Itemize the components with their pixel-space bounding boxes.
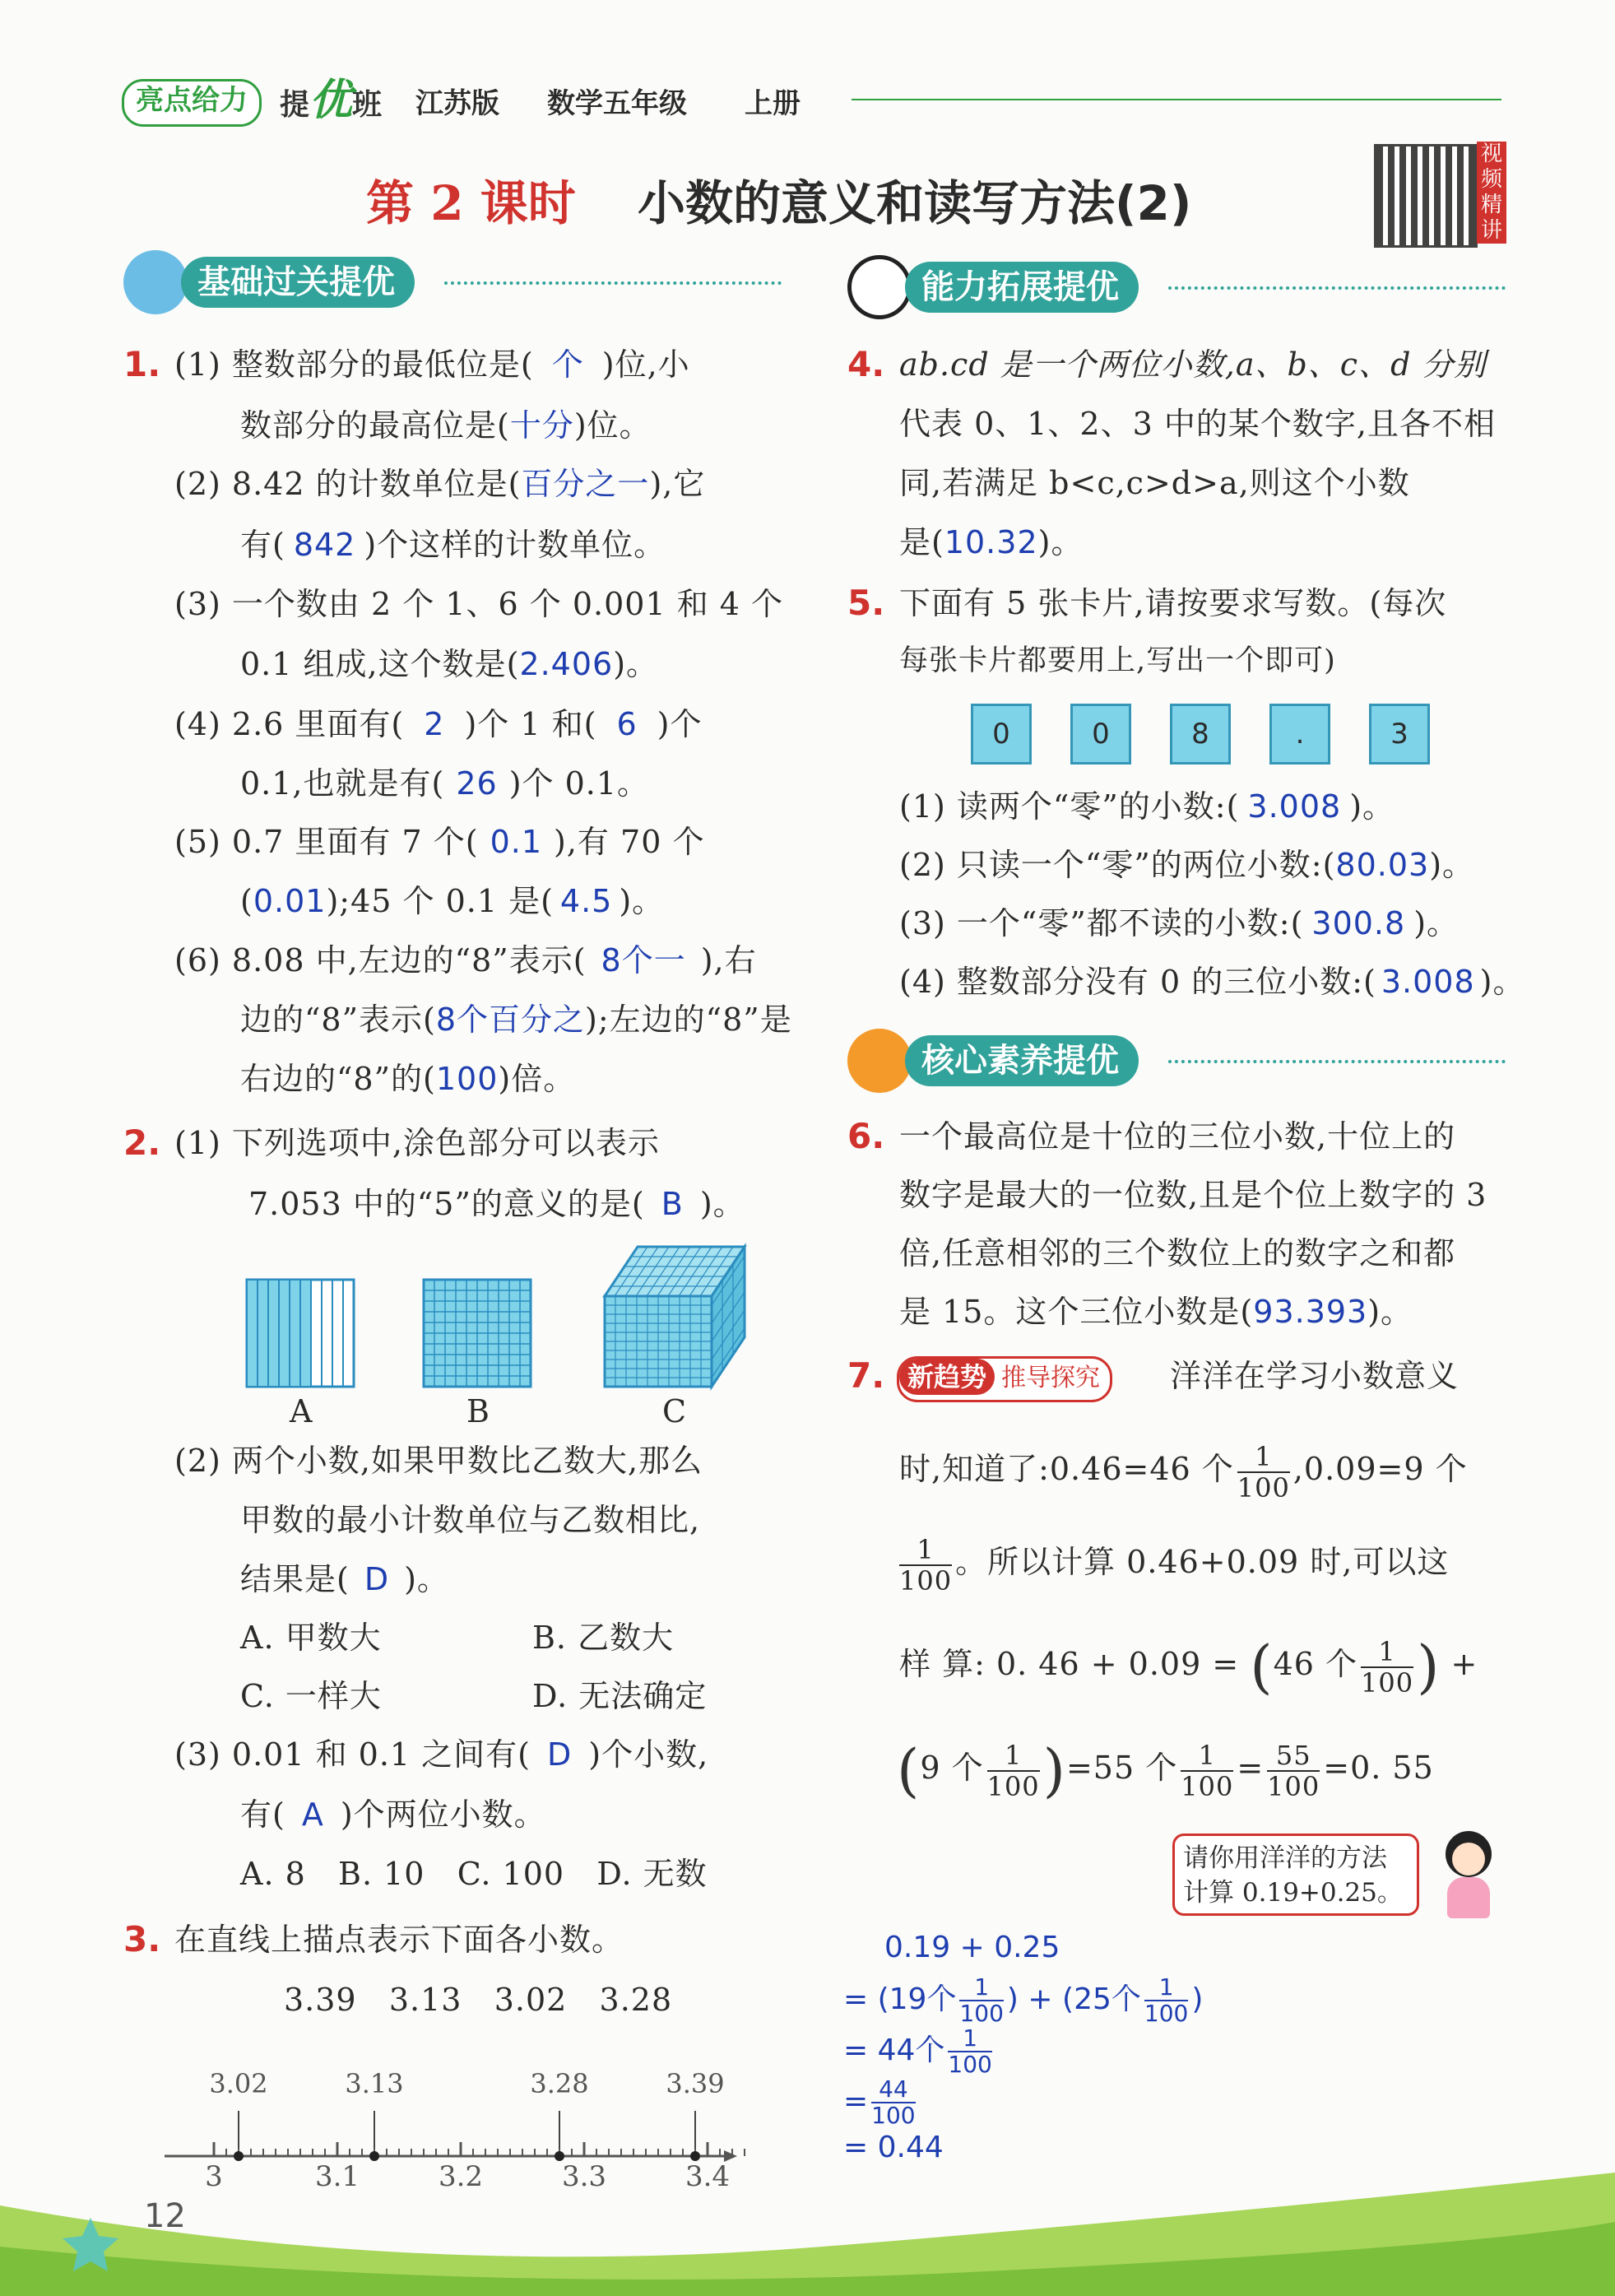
q4-number: 4.	[847, 344, 885, 384]
q4-line4: 是(10.32)。	[899, 524, 1084, 560]
penguin-icon	[123, 250, 188, 314]
q6-number: 6.	[847, 1116, 885, 1156]
point-label: 3.28	[530, 2068, 589, 2099]
answer: D	[364, 1561, 390, 1597]
q2-number: 2.	[123, 1122, 161, 1163]
q3-number: 3.	[123, 1919, 161, 1959]
q2-option-d: D. 无法确定	[532, 1678, 708, 1714]
q1-p6-line1: (6) 8.08 中,左边的“8”表示( 8个一 ),右	[174, 942, 757, 978]
fraction: $\frac{55}{100}$	[1267, 1739, 1320, 1802]
answer: 0.01	[253, 883, 327, 919]
answer: 0.1	[490, 824, 543, 860]
answer: 3.008	[1247, 788, 1342, 825]
q1-number: 1.	[123, 344, 161, 384]
answer: 10.32	[944, 524, 1038, 560]
panda-icon	[847, 255, 912, 319]
q5-number: 5.	[847, 583, 885, 623]
figure-a-strips	[247, 1280, 354, 1387]
lesson-topic: 小数的意义和读写方法(2)	[638, 175, 1192, 231]
point-label: 3.39	[666, 2068, 725, 2099]
q1-p5-line1: (5) 0.7 里面有 7 个( 0.1 ),有 70 个	[174, 824, 705, 860]
q7-number: 7.	[847, 1355, 885, 1396]
section-ability-header	[847, 262, 1506, 313]
answer: 8个一	[601, 942, 686, 978]
digit-card: 0	[1070, 704, 1131, 765]
q7-line3: $\frac{1}{100}$ 。所以计算 0.46+0.09 时,可以这	[899, 1533, 1450, 1597]
solution-line5: = 0.44	[843, 2131, 944, 2164]
digit-card: .	[1269, 704, 1330, 765]
section-ability-title: 能力拓展提优	[905, 262, 1139, 313]
q2-p3-options: A. 8 B. 10 C. 100 D. 无数	[240, 1856, 708, 1892]
trend-badge-sub: 推导探究	[1001, 1364, 1101, 1392]
fraction: $\frac{1}{100}$	[948, 2024, 992, 2078]
q1-p2-line2: 有( 842 )个这样的计数单位。	[240, 527, 666, 563]
q7-line1: 洋洋在学习小数意义	[1170, 1358, 1460, 1394]
tick-label: 3.4	[685, 2160, 731, 2193]
q1-p1-line2: 数部分的最高位是(十分)位。	[240, 407, 652, 444]
q5-p3: (3) 一个“零”都不读的小数:( 300.8 )。	[899, 905, 1460, 941]
q6-line1: 一个最高位是十位的三位小数,十位上的	[899, 1118, 1456, 1155]
q7-line4: 样 算: 0. 46 + 0.09 = (46 个 $\frac{1}{100}$ ) +	[899, 1633, 1478, 1701]
answer: 93.393	[1253, 1294, 1368, 1330]
q1-p3-line1: (3) 一个数由 2 个 1、6 个 0.001 和 4 个	[174, 586, 784, 622]
answer: 2	[424, 706, 445, 742]
q3-text: 在直线上描点表示下面各小数。	[174, 1922, 624, 1958]
fraction: $\frac{44}{100}$	[871, 2075, 916, 2129]
q2-p1-line2: 7.053 中的“5”的意义的是( B )。	[248, 1186, 745, 1222]
tick-label: 3.1	[314, 2160, 360, 2193]
qr-code[interactable]	[1374, 144, 1478, 248]
number-line-points	[234, 2111, 700, 2161]
answer: 26	[456, 765, 498, 802]
brand-name: 亮点给力	[136, 84, 248, 117]
answer: 百分之一	[521, 466, 650, 502]
solution-line1: 0.19 + 0.25	[884, 1931, 1060, 1964]
q7-line5: (9 个 $\frac{1}{100}$ )=55 个 $\frac{1}{100}$ = $\frac{55}{100}$ =0. 55	[897, 1736, 1434, 1805]
q2-option-c: C. 一样大	[240, 1678, 382, 1714]
speech-bubble	[1172, 1834, 1419, 1916]
section-divider	[1168, 286, 1506, 290]
girl-icon	[1436, 1831, 1501, 1922]
fraction: $\frac{1}{100}$	[899, 1533, 953, 1597]
q2-p2-line3: 结果是( D )。	[240, 1561, 449, 1597]
answer: 2.406	[519, 646, 614, 682]
solution-line2: = (19个 $\frac{1}{100}$ ) + (25个 $\frac{1}{100}$ )	[843, 1973, 1204, 2027]
fraction: $\frac{1}{100}$	[1144, 1973, 1189, 2027]
answer: 8个百分之	[435, 1002, 586, 1038]
q2-p3-line2: 有( A )个两位小数。	[240, 1796, 546, 1833]
tick-label: 3.3	[561, 2160, 607, 2193]
q5-line1: 下面有 5 张卡片,请按要求写数。(每次	[899, 585, 1447, 621]
section-basic-header	[123, 257, 782, 308]
q1-p6-line2: 边的“8”表示(8个百分之);左边的“8”是	[240, 1002, 792, 1038]
trend-badge	[897, 1356, 1112, 1402]
answer: B	[661, 1186, 684, 1222]
q1-p1-line1: (1) 整数部分的最低位是( 个 )位,小	[174, 346, 690, 383]
q1-p2-line1: (2) 8.42 的计数单位是(百分之一),它	[174, 466, 706, 502]
number-line-ticks	[214, 2142, 749, 2156]
q5-p1: (1) 读两个“零”的小数:( 3.008 )。	[899, 788, 1395, 825]
q2-option-a: A. 甲数大	[240, 1620, 382, 1656]
trend-badge-main: 新趋势	[899, 1359, 995, 1395]
answer: 十分	[509, 407, 574, 444]
section-basic-title: 基础过关提优	[181, 257, 415, 308]
answer: 6	[616, 706, 638, 742]
fraction: $\frac{1}{100}$	[986, 1739, 1040, 1802]
fraction: $\frac{1}{100}$	[959, 1973, 1004, 2027]
q2-p2-line1: (2) 两个小数,如果甲数比乙数大,那么	[174, 1443, 703, 1479]
header-volume: 上册	[745, 87, 801, 120]
q2-p2-line2: 甲数的最小计数单位与乙数相比,	[240, 1502, 701, 1538]
answer: 3.008	[1381, 964, 1475, 1000]
video-label	[1477, 142, 1506, 244]
q1-p3-line2: 0.1 组成,这个数是(2.406)。	[240, 646, 659, 682]
point-label: 3.13	[345, 2068, 404, 2099]
q2-p3-line1: (3) 0.01 和 0.1 之间有( D )个小数,	[174, 1736, 709, 1773]
answer: 842	[293, 527, 356, 563]
answer: 80.03	[1335, 847, 1430, 883]
answer: D	[547, 1736, 573, 1773]
tick-label: 3.2	[438, 2160, 484, 2193]
answer: 300.8	[1311, 905, 1406, 941]
section-divider	[444, 281, 782, 285]
q2-option-b: B. 乙数大	[532, 1620, 675, 1656]
brand-sub-1: 提	[280, 88, 310, 122]
answer: A	[301, 1796, 324, 1833]
digit-card: 3	[1369, 704, 1430, 765]
figure-b-label: B	[466, 1393, 490, 1429]
brand-sub-3: 班	[352, 88, 383, 122]
q7-line2: 时,知道了:0.46=46 个 $\frac{1}{100}$ ,0.09=9 个	[899, 1440, 1468, 1504]
brand-sub-2: 优	[309, 76, 353, 125]
lesson-number: 第 2 课时	[366, 175, 576, 231]
q6-line3: 倍,任意相邻的三个数位上的数字之和都	[899, 1235, 1456, 1271]
header-subject: 数学五年级	[547, 87, 687, 120]
figure-a-label: A	[290, 1393, 313, 1429]
q4-line2: 代表 0、1、2、3 中的某个数字,且各不相	[899, 406, 1496, 442]
q5-p4: (4) 整数部分没有 0 的三位小数:( 3.008 )。	[899, 964, 1525, 1000]
q1-p5-line2: (0.01);45 个 0.1 是( 4.5 )。	[240, 883, 665, 919]
page-number: 12	[144, 2197, 186, 2235]
header-brand	[122, 79, 262, 127]
fraction: $\frac{1}{100}$	[1181, 1739, 1234, 1802]
q6-line2: 数字是最大的一位数,且是个位上数字的 3	[899, 1177, 1487, 1213]
figure-c-label: C	[662, 1393, 688, 1429]
digit-card: 0	[971, 704, 1032, 765]
section-divider	[1168, 1060, 1506, 1063]
solution-line4: = $\frac{44}{100}$	[843, 2075, 916, 2129]
q4-line3: 同,若满足 b<c,c>d>a,则这个小数	[899, 465, 1410, 501]
section-core-title: 核心素养提优	[905, 1035, 1139, 1086]
header-edition: 江苏版	[415, 87, 499, 120]
answer: 个	[551, 346, 584, 383]
section-core-header	[847, 1035, 1506, 1086]
footer-grass	[0, 2156, 1615, 2296]
q1-p6-line3: 右边的“8”的(100)倍。	[240, 1061, 576, 1097]
solution-line3: = 44个 $\frac{1}{100}$	[843, 2024, 992, 2078]
q1-p4-line1: (4) 2.6 里面有( 2 )个 1 和( 6 )个	[174, 706, 703, 742]
point-label: 3.02	[209, 2068, 268, 2099]
q2-p1-line1: (1) 下列选项中,涂色部分可以表示	[174, 1125, 660, 1161]
q5-line2: 每张卡片都要用上,写出一个即可)	[899, 644, 1336, 677]
q6-line4: 是 15。这个三位小数是(93.393)。	[899, 1294, 1413, 1330]
fraction: $\frac{1}{100}$	[1361, 1635, 1414, 1699]
tick-label: 3	[205, 2160, 223, 2193]
bubble-line1: 请你用洋洋的方法	[1183, 1843, 1387, 1873]
answer: 100	[435, 1061, 499, 1097]
tiger-icon	[847, 1029, 912, 1093]
bubble-line2: 计算 0.19+0.25。	[1183, 1878, 1403, 1908]
digit-card: 8	[1170, 704, 1231, 765]
answer: 4.5	[559, 883, 613, 919]
q4-line1: ab.cd 是一个两位小数,a、b、c、d 分别	[899, 346, 1487, 383]
figure-c-cube	[605, 1239, 745, 1387]
q1-p4-line2: 0.1,也就是有( 26 )个 0.1。	[240, 765, 650, 802]
fraction: $\frac{1}{100}$	[1237, 1440, 1290, 1504]
q3-values: 3.39 3.13 3.02 3.28	[284, 1982, 673, 2018]
brand-sub	[280, 76, 382, 130]
video-label-text: 视频精讲	[1480, 142, 1502, 243]
header-rule	[852, 99, 1501, 100]
q5-p2: (2) 只读一个“零”的两位小数:(80.03)。	[899, 847, 1475, 883]
figure-b-grid	[424, 1280, 531, 1387]
